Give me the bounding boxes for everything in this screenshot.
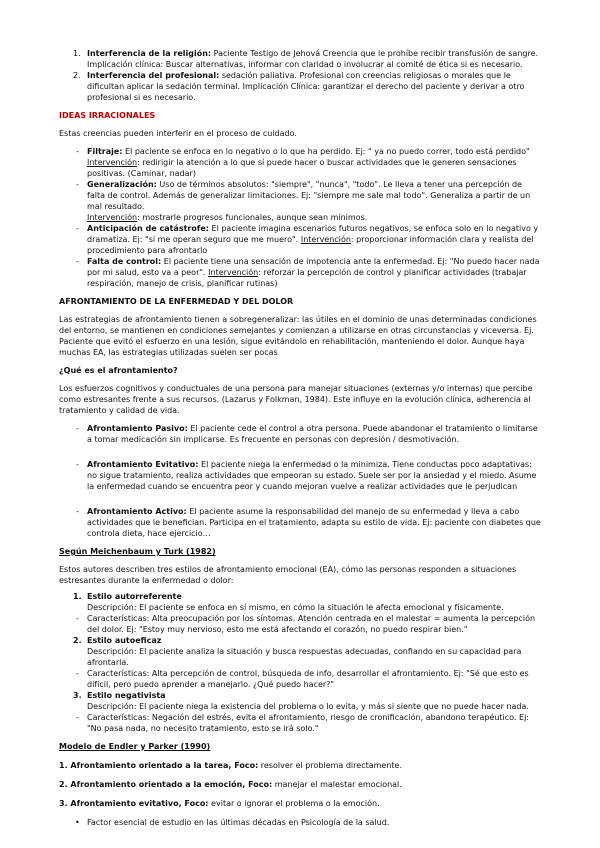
item-title: Afrontamiento Evitativo: xyxy=(87,460,199,469)
style-title: Estilo autoeficaz xyxy=(87,636,162,645)
endler-item xyxy=(59,760,542,771)
item-title: Afrontamiento Pasivo: xyxy=(87,424,188,433)
style-description: Descripción: El paciente se enfoca en sí mismo, en cómo la situación le afecta emocional y físicamente. xyxy=(87,603,504,612)
meichenbaum-intro: Estos autores describen tres estilos de afrontamiento emocional (EA), cómo las personas responden a situaciones estresantes durante la enfermedad o dolor: xyxy=(59,565,517,585)
dash-marker: - xyxy=(76,614,79,623)
style-description: Descripción: El paciente niega la existencia del problema o lo evita, y más si siente que no puede hacer nada. xyxy=(87,702,529,711)
item-title: Falta de control: xyxy=(87,257,162,266)
list-item-control xyxy=(59,256,542,289)
list-number: 1. xyxy=(73,49,81,58)
characteristics-text: Características: Negación del estrés, evita el afrontamiento, riesgo de cronificación, abandono terapéutico. Ej: "No pasa nada, no necesito tratamiento, esto se irá solo." xyxy=(87,713,529,733)
meichenbaum-heading: Según Meichenbaum y Turk (1982) xyxy=(59,547,216,556)
list-number: 1. xyxy=(73,592,82,601)
afrontamiento-heading: AFRONTAMIENTO DE LA ENFERMEDAD Y DEL DOLOR xyxy=(59,297,294,306)
endler-item xyxy=(59,798,542,809)
dash-marker: - xyxy=(76,180,79,189)
dash-marker: - xyxy=(76,424,79,433)
endler-item-lead: 3. Afrontamiento evitativo, Foco: xyxy=(59,799,209,808)
style-title: Estilo autorreferente xyxy=(87,592,182,601)
styles-list xyxy=(59,591,542,734)
intervention-label: Intervención xyxy=(87,158,138,167)
afrontamiento-types-list xyxy=(59,423,542,539)
item-text: El paciente cede el control a otra persona. Puede abandonar el tratamiento o limitarse a tomar medicación sin implicarse. Es frecuente en personas con depresión / desmotivación. xyxy=(87,424,538,444)
intervention-text: : redirigir la atención a lo que sí puede hacer o buscar actividades que le generen sensaciones positivas. (Caminar, nadar) xyxy=(87,158,517,178)
item-text: El paciente imagina escenarios futuros negativos, se enfoca solo en lo negativo y dramatiza. Ej: "si me operan seguro que me muero". xyxy=(87,224,539,244)
item-title: Anticipación de catástrofe: xyxy=(87,224,209,233)
list-item-filtraje xyxy=(59,146,542,179)
item-text: El paciente tiene una sensación de impotencia ante la enfermedad. Ej: "No puedo hacer nada por mi salud, esto va a peor". xyxy=(87,257,540,277)
style-characteristics xyxy=(59,613,542,635)
dash-marker: - xyxy=(76,713,79,722)
ideas-list xyxy=(59,146,542,289)
afrontamiento-definition: Los esfuerzos cognitivos y conductuales de una persona para manejar situaciones (externas y/o internas) que percibe como estresantes frente a sus recursos. (Lazarus y Folkman, 1984). Este influye en la evolución clínica, adherencia al tratamiento y calidad de vida. xyxy=(59,384,533,415)
dash-marker: - xyxy=(76,507,79,516)
item-title: Generalización: xyxy=(87,180,157,189)
list-item xyxy=(59,668,542,690)
endler-bullet-list xyxy=(59,817,542,828)
intervention-label: Intervención xyxy=(208,268,259,277)
list-item xyxy=(59,613,542,635)
dash-marker: - xyxy=(76,460,79,469)
item-title: Filtraje: xyxy=(87,147,123,156)
endler-item-text: manejar el malestar emocional. xyxy=(272,780,402,789)
intervention-text: : proporcionar información clara y realista del procedimiento para afrontarlo xyxy=(87,235,534,255)
bullet-marker: • xyxy=(75,818,80,827)
dash-marker: - xyxy=(76,147,79,156)
endler-item-lead: 1. Afrontamiento orientado a la tarea, Foco: xyxy=(59,761,259,770)
item-text: El paciente niega la enfermedad o la minimiza. Tiene conductas poco adaptativas: no sigue tratamiento, realiza actividades que empeoran su estado. Suele ser por la ansiedad y el miedo. Asume la enfermedad cuando se encuentra peor y cuando mejoran vuelve a realizar actividades que le perjudican xyxy=(87,460,537,491)
endler-item-lead: 2. Afrontamiento orientado a la emoción, Foco: xyxy=(59,780,273,789)
list-item-activo xyxy=(59,506,542,539)
endler-heading: Modelo de Endler y Parker (1990) xyxy=(59,742,211,751)
bullet-text: Factor esencial de estudio en las últimas décadas en Psicología de la salud. xyxy=(87,818,390,827)
style-characteristics xyxy=(59,712,542,734)
style-item xyxy=(59,591,542,613)
list-number: 3. xyxy=(73,691,82,700)
list-item xyxy=(59,712,542,734)
item-title: Interferencia de la religión: xyxy=(87,49,212,58)
interferencias-list xyxy=(59,48,542,103)
list-item-generalizacion xyxy=(59,179,542,223)
list-number: 2. xyxy=(73,71,81,80)
intervention-text: : mostrarle progresos funcionales, aunque sean mínimos. xyxy=(137,213,368,222)
intervention-label: Intervención xyxy=(300,235,351,244)
characteristics-text: Características: Alta percepción de control, búsqueda de info, desarrollar el afrontamiento. Ej: "Sé que esto es difícil, pero puedo aprender a manejarlo. ¿Qué puedo hacer?" xyxy=(87,669,529,689)
list-item-pasivo xyxy=(59,423,542,445)
intervention-text: : reforzar la percepción de control y planificar actividades (trabajar respiración, manejo de crisis, planificar rutinas) xyxy=(87,268,527,288)
style-description: Descripción: El paciente analiza la situación y busca respuestas adecuadas, confiando en su capacidad para afrontarla. xyxy=(87,647,522,667)
afrontamiento-intro: Las estrategias de afrontamiento tienen a sobregeneralizar: las útiles en el dominio de unas determinadas condiciones del entorno, se mantienen en condiciones semejantes y comienzan a utilizarse en otras circunstancias y viceversa. Ej. Paciente que evitó el esfuerzo en una lesión, sigue evitándolo en rehabilitación, manteniendo el dolor. Aunque haya muchas EA, las estrategias utilizadas suelen ser pocas xyxy=(59,315,537,357)
item-text: sedación paliativa. Profesional con creencias religiosas o morales que le dificultan aplicar la sedación terminal. Implicación Clínica: garantizar el derecho del paciente y derivar a otro profesional si es necesario. xyxy=(87,71,525,102)
list-item-profesional xyxy=(59,70,542,103)
item-text: Uso de términos absolutos: "siempre", "nunca", "todo". Le lleva a tener una percepción de falta de control. Además de generalizar limitaciones. Ej: "siempre me sale mal todo". Generaliza a partir de un mal resultado. xyxy=(87,180,531,211)
item-title: Afrontamiento Activo: xyxy=(87,507,187,516)
list-item xyxy=(59,817,542,828)
ideas-heading: IDEAS IRRACIONALES xyxy=(59,111,156,120)
endler-item-text: evitar o ignorar el problema o la emoción. xyxy=(208,799,380,808)
list-item-evitativo xyxy=(59,459,542,492)
intervention-label: Intervención xyxy=(87,213,138,222)
style-item xyxy=(59,690,542,712)
style-characteristics xyxy=(59,668,542,690)
list-item-catastrofe xyxy=(59,223,542,256)
dash-marker: - xyxy=(76,257,79,266)
afrontamiento-question: ¿Qué es el afrontamiento? xyxy=(59,366,178,375)
ideas-intro: Estas creencias pueden interferir en el proceso de cuidado. xyxy=(59,129,297,138)
item-text: Paciente Testigo de Jehová Creencia que le prohíbe recibir transfusión de sangre. Implicación clínica: Buscar alternativas, informar con claridad o involucrar al comité de ética si es necesario. xyxy=(87,49,539,69)
style-item xyxy=(59,635,542,668)
style-title: Estilo negativista xyxy=(87,691,166,700)
list-number: 2. xyxy=(73,636,82,645)
item-text: El paciente asume la responsabilidad del manejo de su enfermedad y lleva a cabo actividades que le benefician. Participa en el tratamiento, adapta su estilo de vida. Ej: paciente con diabetes que controla dieta, hace ejercicio… xyxy=(87,507,541,538)
dash-marker: - xyxy=(76,224,79,233)
item-text: El paciente se enfoca en lo negativo o lo que ha perdido. Ej: " ya no puedo correr, todo está perdido" xyxy=(122,147,530,156)
dash-marker: - xyxy=(76,669,79,678)
list-item-religion xyxy=(59,48,542,70)
endler-item-text: resolver el problema directamente. xyxy=(258,761,403,770)
endler-item xyxy=(59,779,542,790)
characteristics-text: Características: Alta preocupación por los síntomas. Atención centrada en el malestar = aumenta la percepción del dolor. Ej: "Estoy muy nervioso, esto me está afectando el corazón, no puedo respirar bien." xyxy=(87,614,536,634)
item-title: Interferencia del profesional: xyxy=(87,71,220,80)
